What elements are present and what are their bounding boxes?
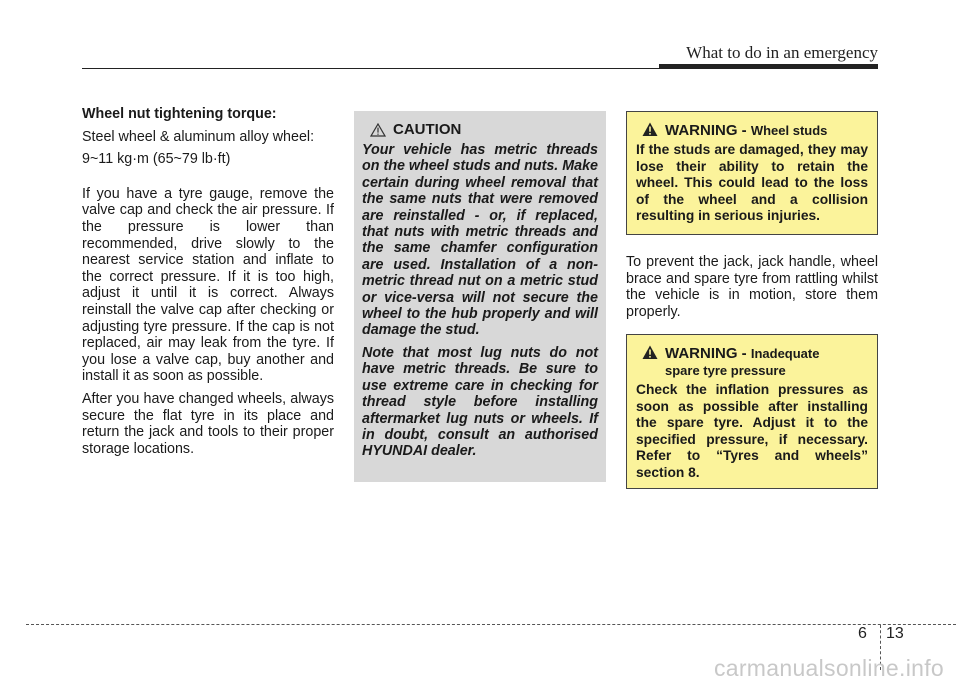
chapter-number: 6 <box>858 625 867 642</box>
header-rule-accent <box>659 64 878 69</box>
caution-triangle-icon <box>370 123 386 137</box>
page-number: 13 <box>886 625 904 642</box>
warning-subtitle-line2: spare tyre pressure <box>665 363 786 378</box>
header-title: What to do in an emergency <box>686 43 878 62</box>
torque-heading: Wheel nut tightening torque: <box>82 106 277 122</box>
warning-heading <box>636 122 868 139</box>
jack-storage-paragraph: To prevent the jack, jack handle, wheel brace and spare tyre from rattling whilst the vehicle is in motion, store them properly. <box>626 254 878 320</box>
warning-box-spare-tyre <box>626 334 878 489</box>
warning-body: If the studs are damaged, they may lose their ability to retain the wheel. This could lead to the loss of the wheel and a collision resulting in serious injuries. <box>636 142 868 224</box>
footer-divider <box>26 624 956 625</box>
caution-title: CAUTION <box>393 121 462 138</box>
caution-paragraph-lug-nuts: Note that most lug nuts do not have metric threads. Be sure to use extreme care in checking for thread style before installing aftermarket lug nuts or wheels. If in doubt, consult an authorised HYUNDAI dealer. <box>362 344 598 460</box>
warning-body: Check the inflation pressures as soon as possible after installing the spare tyre. Adjust it to the specified pressure, if necessary. Refer to “Tyres and wheels” section 8. <box>636 382 868 480</box>
warning-heading <box>636 345 868 379</box>
warning-triangle-icon <box>642 345 658 360</box>
caution-heading <box>370 121 598 138</box>
caution-box <box>354 111 606 482</box>
left-column <box>82 106 334 463</box>
warning-title: WARNING - <box>665 345 747 362</box>
warning-box-wheel-studs <box>626 111 878 235</box>
torque-value: 9~11 kg·m (65~79 lb·ft) <box>82 151 231 168</box>
warning-subtitle: Inadequate <box>750 346 820 361</box>
torque-wheel-type: Steel wheel & aluminum alloy wheel: <box>82 128 315 145</box>
tyre-pressure-paragraph: If you have a tyre gauge, remove the valve cap and check the air pressure. If the pressure is lower than recommended, drive slowly to the nearest service station and inflate to the correct pressure. If it is too high, adjust it until it is correct. Always reinstall the valve cap after checking or adjusting tyre pressure. If the cap is not replaced, air may leak from the tyre. If you lose a valve cap, buy another and install it as soon as possible. <box>82 185 334 385</box>
watermark: carmanualsonline.info <box>713 655 944 681</box>
warning-title: WARNING - <box>665 122 747 139</box>
caution-paragraph-threads: Your vehicle has metric threads on the wheel studs and nuts. Make certain during wheel removal that the same nuts that were removed are reinstalled - or, if replaced, that nuts with metric threads and the same chamfer configuration are used. Installation of a non-metric thread nut on a metric stud or vice-versa will not secure the wheel to the hub properly and will damage the stud. <box>362 142 598 339</box>
warning-subtitle: Wheel studs <box>750 123 828 138</box>
warning-triangle-icon <box>642 122 658 137</box>
storage-paragraph: After you have changed wheels, always secure the flat tyre in its place and return the jack and tools to their proper storage locations. <box>82 390 334 457</box>
